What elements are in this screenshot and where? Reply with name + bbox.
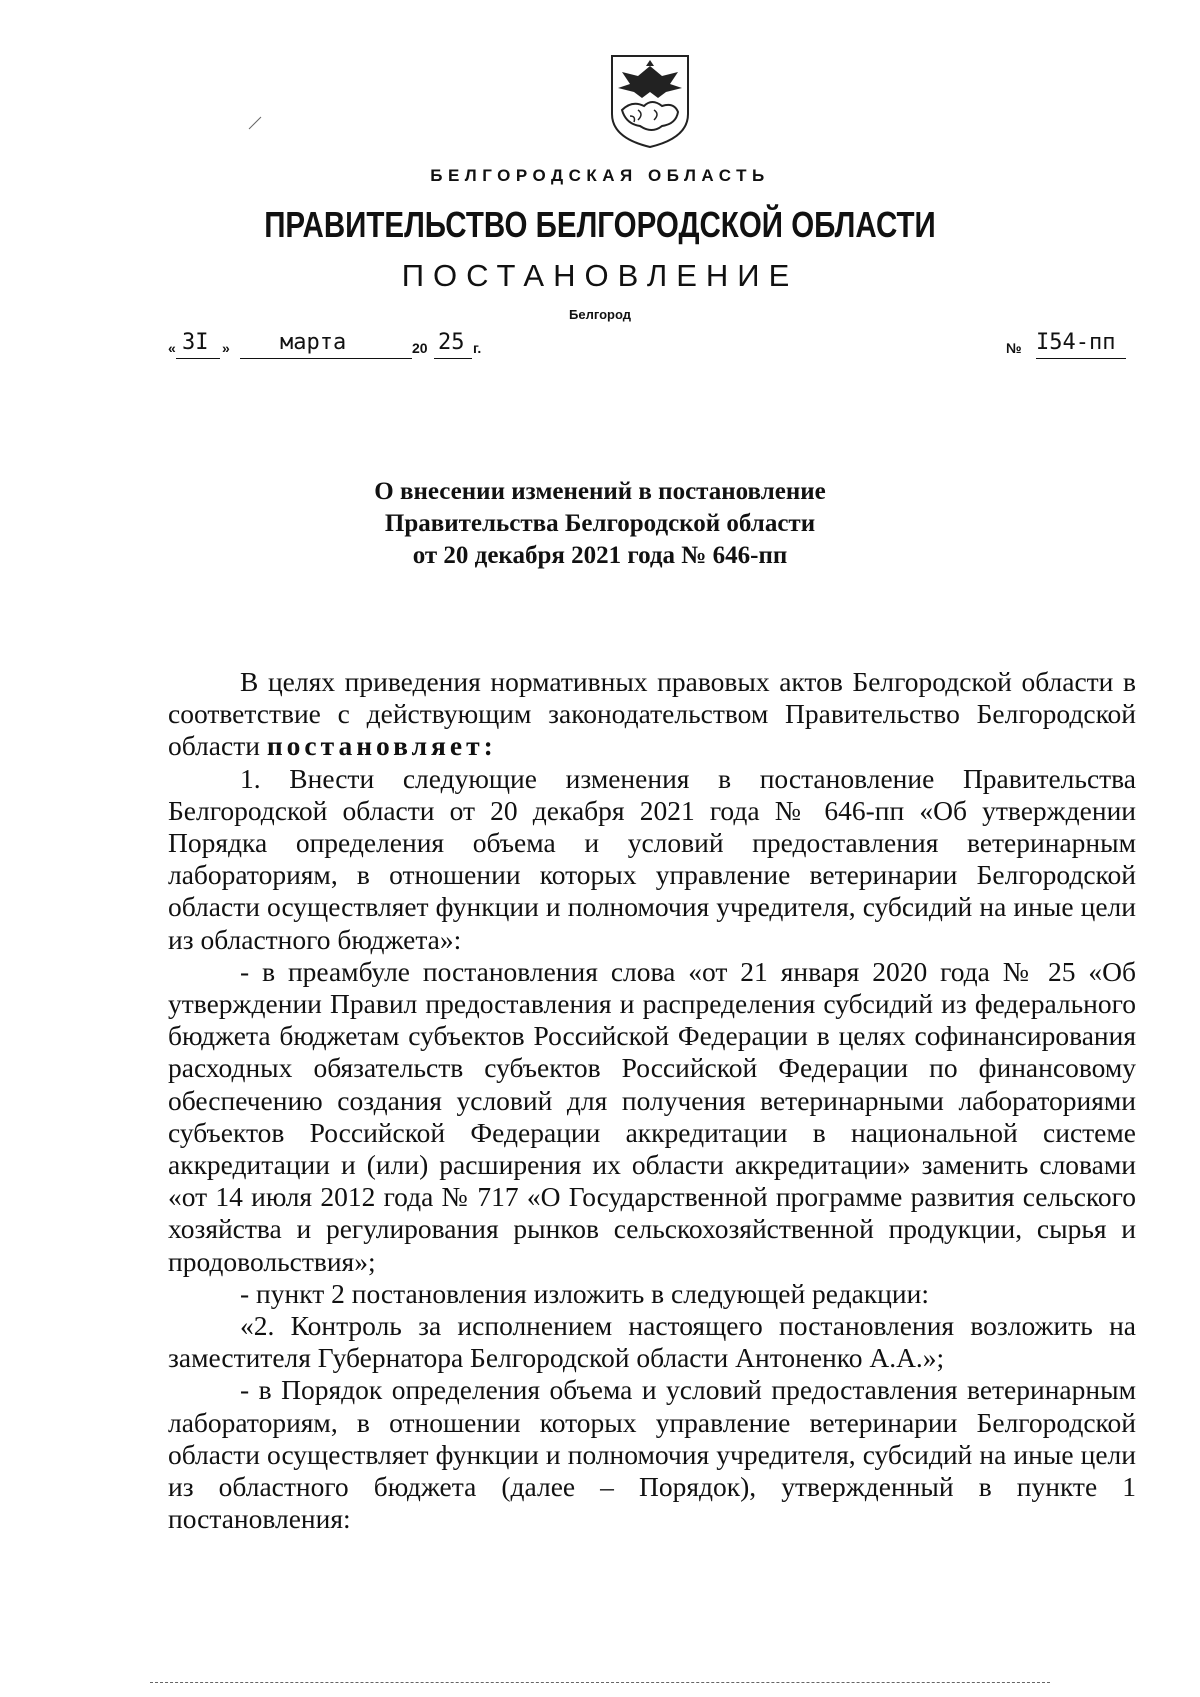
- region-name: БЕЛГОРОДСКАЯ ОБЛАСТЬ: [430, 166, 770, 185]
- day-underline: [176, 358, 220, 359]
- pen-mark: [248, 116, 262, 130]
- title-line: от 20 декабря 2021 года № 646-пп: [412, 542, 788, 569]
- document-title: [0, 476, 1200, 572]
- paragraph: «2. Контроль за исполнением настоящего постановления возложить на заместителя Губернатора Белгородской области Антоненко А.А.»;: [168, 1310, 1136, 1374]
- paragraph: - в преамбуле постановления слова «от 21 января 2020 года № 25 «Об утверждении Правил предоставления и распределения субсидий из федерального бюджета бюджетам субъектов Российской Федерации в целях софинансирования расходных обязательств субъектов Российской Федерации по финансовому обеспечению создания условий для получения ветеринарными лабораториями субъектов Российской Федерации аккредитации в национальной системе аккредитации и (или) расширения их области аккредитации» заменить словами «от 14 июля 2012 года № 717 «О Государственной программе развития сельского хозяйства и регулирования рынков сельскохозяйственной продукции, сырья и продовольствия»;: [168, 955, 1136, 1277]
- paragraph: - пункт 2 постановления изложить в следующей редакции:: [240, 1277, 929, 1309]
- year-prefix: 20: [412, 340, 428, 356]
- quote-open: «: [168, 340, 176, 356]
- year-unit: г.: [473, 340, 482, 356]
- title-line: О внесении изменений в постановление: [374, 478, 826, 505]
- scan-edge-line: [150, 1682, 1050, 1684]
- date-month: марта: [280, 330, 347, 355]
- coat-of-arms-icon: [608, 52, 692, 150]
- document-body: [168, 666, 1136, 1535]
- document-number: [1006, 330, 1126, 360]
- date-year: 25: [438, 330, 465, 355]
- number-label: №: [1006, 340, 1022, 356]
- city-name: Белгород: [569, 307, 631, 322]
- month-underline: [240, 358, 412, 359]
- number-value: I54-пп: [1036, 330, 1116, 355]
- document-type: ПОСТАНОВЛЕНИЕ: [401, 258, 799, 293]
- paragraph: - в Порядок определения объема и условий предоставления ветеринарным лабораториям, в отношении которых управление ветеринарии Белгородской области осуществляет функции и полномочия учредителя, субсидий на иные цели из областного бюджета (далее – Порядок), утвержденный в пункте 1 постановления:: [168, 1374, 1136, 1535]
- paragraph: [168, 666, 1136, 763]
- number-underline: [1036, 358, 1126, 359]
- resolves-word: постановляет:: [266, 730, 497, 762]
- paragraph: 1. Внести следующие изменения в постановление Правительства Белгородской области от 20 декабря 2021 года № 646-пп «Об утверждении Порядка определения объема и условий предоставления ветеринарным лабораториям, в отношении которых управление ветеринарии Белгородской области осуществляет функции и полномочия учредителя, субсидий на иные цели из областного бюджета»:: [168, 762, 1136, 955]
- year-underline: [434, 358, 472, 359]
- quote-close: »: [222, 340, 230, 356]
- paragraph-text: В целях приведения нормативных правовых актов Белгородской области в соответствие с действующим законодательством Правительство Белгородской области: [168, 666, 1136, 762]
- government-name: ПРАВИТЕЛЬСТВО БЕЛГОРОДСКОЙ ОБЛАСТИ: [264, 204, 936, 245]
- title-line: Правительства Белгородской области: [384, 510, 816, 537]
- date-day: 3I: [182, 330, 209, 355]
